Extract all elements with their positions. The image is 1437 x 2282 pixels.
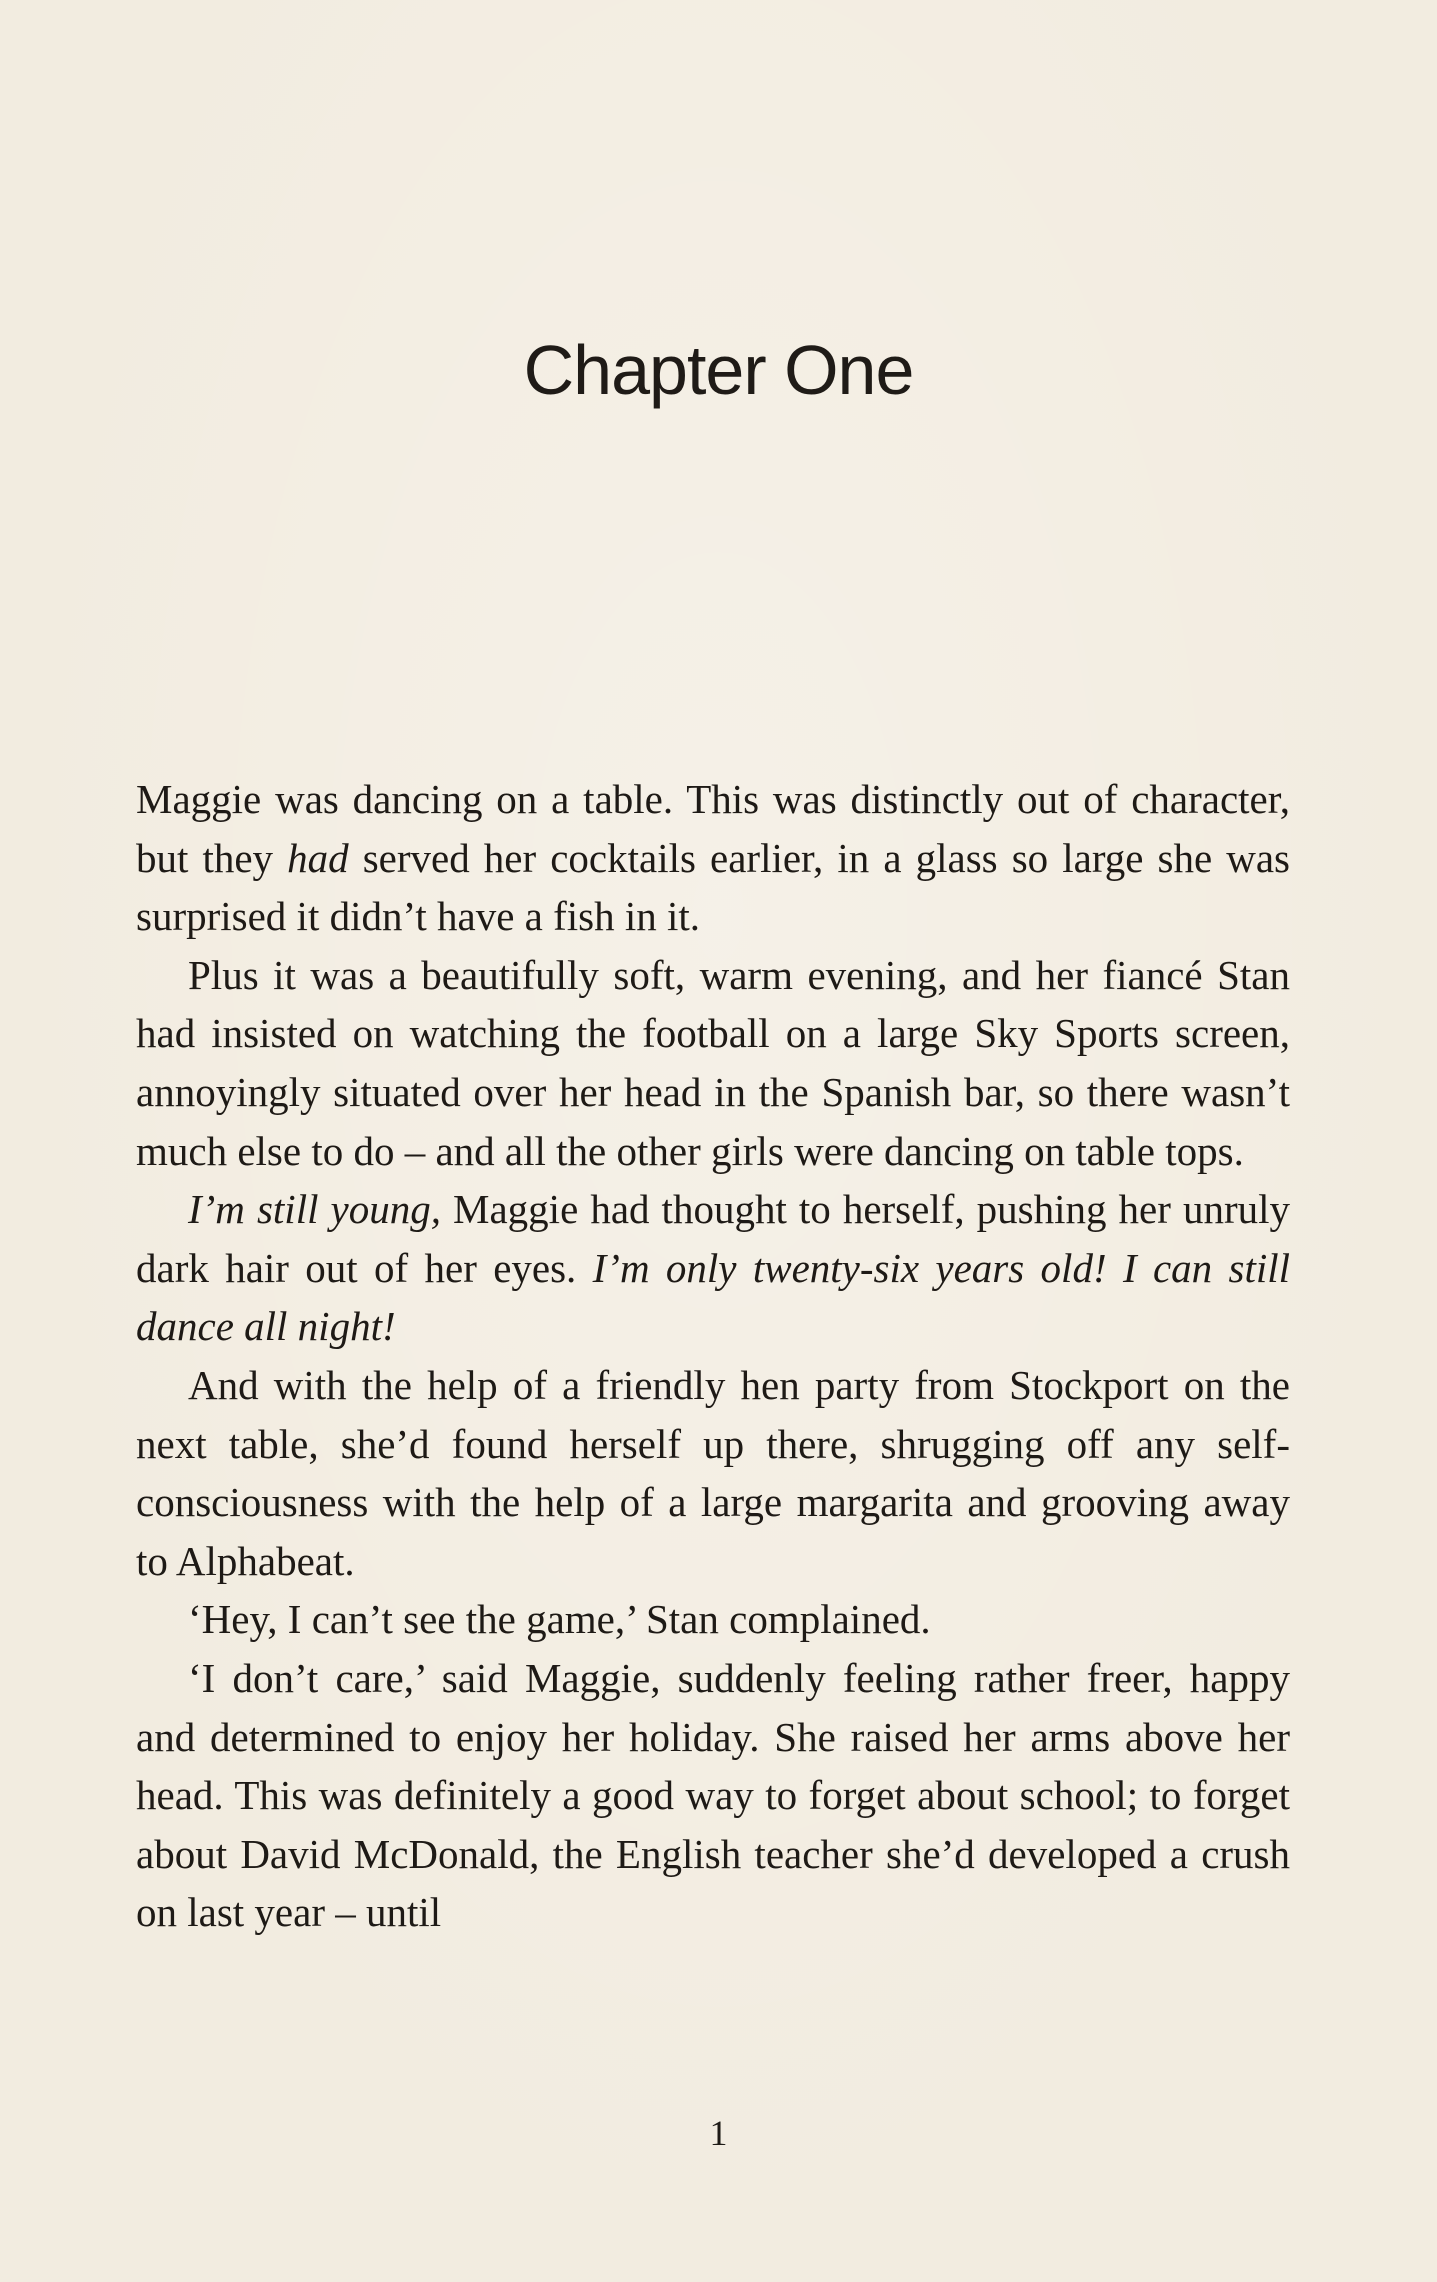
text-segment: ‘I don’t care,’ said Maggie, suddenly feeling rather freer, happy and determined to enjoy her holiday. She raised her arms above her head. This was definitely a good way to forget about school; to forget about David McDonald, the English teacher she’d developed a crush on last year – until — [136, 1654, 1290, 1936]
italic-text: I’m still young, — [188, 1186, 441, 1233]
italic-text: had — [287, 834, 349, 881]
paragraph — [136, 1180, 1290, 1356]
chapter-body — [136, 770, 1290, 1942]
text-segment: Maggie had thought to herself, pushing her unruly dark hair out of her eyes. — [136, 1186, 1291, 1291]
text-segment: served her cocktails earlier, in a glass so large she was surprised it didn’t have a fish in it. — [136, 834, 1291, 940]
text-segment: ‘Hey, I can’t see the game,’ Stan complained. — [188, 1596, 931, 1643]
chapter-title: Chapter One — [523, 331, 914, 409]
text-segment: Maggie was dancing on a table. This was distinctly out of character, but they — [136, 776, 1290, 881]
paragraph — [136, 770, 1290, 946]
paragraph — [136, 946, 1290, 1180]
paragraph — [136, 1356, 1290, 1590]
paragraph — [136, 1649, 1290, 1942]
text-segment: And with the help of a friendly hen party from Stockport on the next table, she’d found herself up there, shrugging off any self-consciousness with the help of a large margarita and grooving away to Alphabeat. — [136, 1361, 1290, 1584]
paragraph — [136, 1590, 1290, 1649]
italic-text: I’m only twenty-six years old! I can still dance all night! — [136, 1244, 1291, 1350]
text-segment: Plus it was a beautifully soft, warm evening, and her fiancé Stan had insisted on watching the football on a large Sky Sports screen, annoyingly situated over her head in the Spanish bar, so there wasn’t much else to do – and all the other girls were dancing on table tops. — [136, 951, 1290, 1174]
page-number: 1 — [709, 2113, 728, 2153]
